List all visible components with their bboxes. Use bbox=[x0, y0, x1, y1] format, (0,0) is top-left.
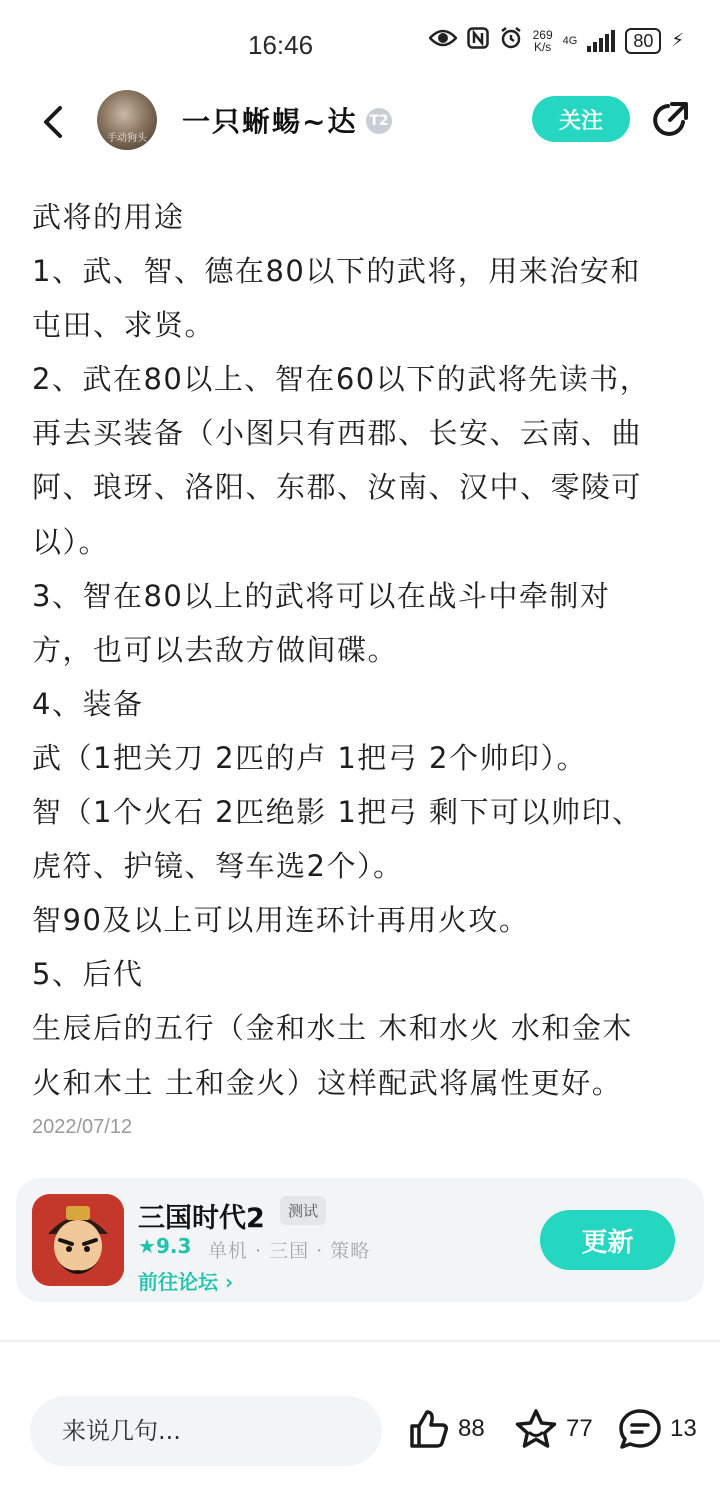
post-date: 2022/07/12 bbox=[32, 1116, 133, 1138]
like-count: 88 bbox=[458, 1415, 485, 1442]
post-line: 5、后代 bbox=[32, 957, 144, 992]
post-line: 智（1个火石 2匹绝影 1把弓 剩下可以帅印、 bbox=[32, 795, 643, 830]
post-line: 方，也可以去敌方做间碟。 bbox=[32, 632, 399, 667]
star-outline-icon bbox=[514, 1408, 558, 1450]
status-time: 16:46 bbox=[248, 30, 314, 60]
nfc-icon bbox=[467, 27, 489, 54]
forum-link-label: 前往论坛 bbox=[138, 1270, 218, 1294]
avatar[interactable] bbox=[97, 90, 157, 150]
post-line: 生辰后的五行（金和水土 木和水火 水和金木 bbox=[32, 1011, 633, 1046]
comment-button[interactable] bbox=[618, 1408, 697, 1450]
back-button[interactable] bbox=[36, 100, 76, 144]
share-button[interactable] bbox=[650, 100, 690, 140]
favorite-count: 77 bbox=[566, 1415, 593, 1442]
post-body bbox=[32, 190, 692, 1110]
post-line: 4、装备 bbox=[32, 686, 144, 721]
comment-icon bbox=[618, 1408, 662, 1450]
forum-link[interactable] bbox=[138, 1266, 233, 1295]
post-line: 以）。 bbox=[32, 524, 110, 559]
net-speed bbox=[533, 29, 553, 53]
bottom-action-bar bbox=[0, 1378, 720, 1485]
comment-count: 13 bbox=[670, 1415, 697, 1442]
alarm-icon bbox=[499, 26, 523, 55]
game-tags: 单机 · 三国 · 策略 bbox=[208, 1240, 371, 1262]
favorite-button[interactable] bbox=[514, 1408, 593, 1450]
post-line: 火和木土 土和金火）这样配武将属性更好。 bbox=[32, 1065, 623, 1100]
game-icon[interactable] bbox=[32, 1194, 124, 1286]
post-line: 智90及以上可以用连环计再用火攻。 bbox=[32, 903, 530, 938]
share-icon bbox=[650, 100, 690, 140]
follow-button[interactable]: 关注 bbox=[532, 96, 630, 142]
thumbs-up-icon bbox=[408, 1408, 450, 1450]
post-header bbox=[0, 88, 720, 158]
net-speed-unit: K/s bbox=[533, 39, 552, 54]
rating-value: 9.3 bbox=[155, 1234, 192, 1258]
game-name[interactable]: 三国时代2 bbox=[138, 1203, 265, 1234]
like-button[interactable] bbox=[408, 1408, 485, 1450]
net-speed-value: 269 bbox=[532, 27, 553, 42]
author-name[interactable]: 一只蜥蜴~达 bbox=[182, 105, 358, 138]
comment-input[interactable] bbox=[30, 1396, 382, 1466]
post-line: 3、智在80以上的武将可以在战斗中牵制对 bbox=[32, 578, 611, 613]
status-bar bbox=[0, 0, 720, 80]
update-button[interactable]: 更新 bbox=[540, 1210, 675, 1270]
level-badge: T2 bbox=[366, 108, 392, 134]
chevron-right-icon: › bbox=[224, 1270, 234, 1294]
post-line: 武（1把关刀 2匹的卢 1把弓 2个帅印）。 bbox=[32, 740, 587, 775]
post-line: 2、武在80以上、智在60以下的武将先读书， bbox=[32, 362, 651, 397]
post-line: 1、武、智、德在80以下的武将，用来治安和 bbox=[32, 254, 641, 289]
beta-badge: 测试 bbox=[280, 1196, 326, 1225]
battery-icon: 80 bbox=[625, 28, 661, 54]
eye-icon bbox=[429, 28, 457, 53]
status-icons bbox=[429, 26, 684, 55]
chevron-left-icon bbox=[36, 100, 76, 144]
game-logo-icon bbox=[32, 1194, 124, 1286]
avatar-caption: 手动狗头 bbox=[107, 133, 147, 144]
divider bbox=[0, 1340, 720, 1342]
signal-icon bbox=[587, 30, 615, 52]
post-line: 屯田、求贤。 bbox=[32, 308, 216, 343]
charging-icon: ⚡ bbox=[671, 30, 684, 51]
star-icon: ★ bbox=[138, 1234, 156, 1258]
post-line: 虎符、护镜、弩车选2个）。 bbox=[32, 849, 404, 884]
post-line: 再去买装备（小图只有西郡、长安、云南、曲 bbox=[32, 416, 643, 451]
game-card[interactable] bbox=[16, 1178, 704, 1302]
game-rating bbox=[138, 1234, 191, 1258]
post-line: 武将的用途 bbox=[32, 200, 185, 234]
network-type: 4G bbox=[562, 34, 578, 47]
post-line: 阿、琅玡、洛阳、东郡、汝南、汉中、零陵可 bbox=[32, 470, 643, 505]
